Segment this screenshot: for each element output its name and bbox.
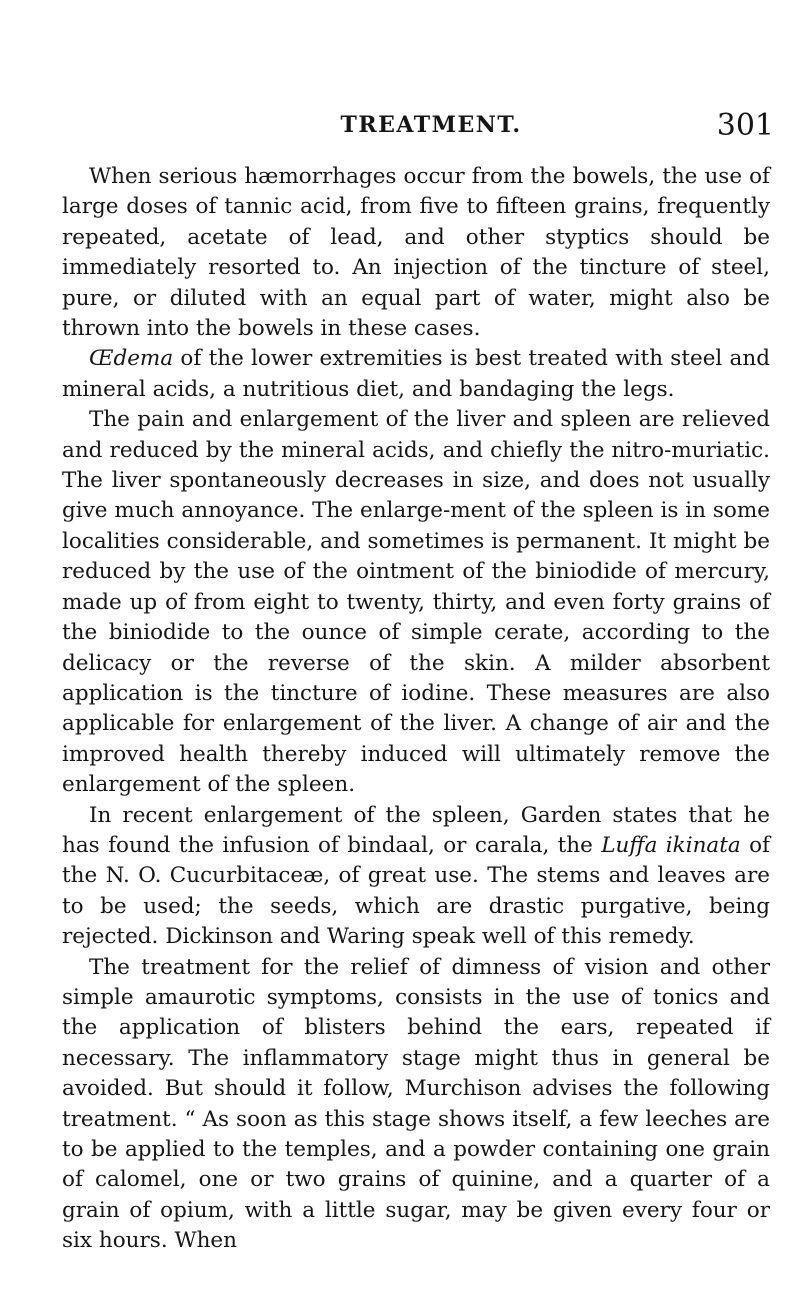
page-number: 301: [716, 108, 774, 143]
paragraph-liver-spleen: The pain and enlargement of the liver and spleen are relieved and reduced by the mineral acids, and chiefly the nitro-muriatic. The liver spontaneously decreases in size, and does not usually give much annoyance. The enlarge-ment of the spleen is in some localities considerable, and sometimes is permanent. It might be reduced by the use of the ointment of the biniodide of mercury, made up of from eight to twenty, thirty, and even forty grains of the biniodide to the ounce of simple cerate, according to the delicacy or the reverse of the skin. A milder absorbent application is the tincture of iodine. These measures are also applicable for enlargement of the liver. A change of air and the improved health thereby induced will ultimately remove the enlargement of the spleen.: [62, 407, 770, 798]
body-text: [62, 162, 770, 1257]
running-title: TREATMENT.: [340, 112, 522, 138]
paragraph-haemorrhages: When serious hæmorrhages occur from the bowels, the use of large doses of tannic acid, from five to fifteen grains, frequently repeated, acetate of lead, and other styptics should be immediately resorted to. An injection of the tincture of steel, pure, or diluted with an equal part of water, might also be thrown into the bowels in these cases.: [62, 164, 770, 342]
paragraph-vision-treatment: The treatment for the relief of dimness of vision and other simple amaurotic symptoms, consists in the use of tonics and the application of blisters behind the ears, repeated if necessary. The inflammatory stage might thus in general be avoided. But should it follow, Murchison advises the following treatment. “ As soon as this stage shows itself, a few leeches are to be applied to the temples, and a powder containing one grain of calomel, one or two grains of quinine, and a quarter of a grain of opium, with a little sugar, may be given every four or six hours. When: [62, 954, 770, 1254]
paragraph-oedema-text: of the lower extremities is best treated with steel and mineral acids, a nutritious diet, and bandaging the legs.: [62, 346, 770, 402]
paragraph-recent-enlargement-text-start: In recent enlargement of the spleen, Garden states that he has found the infusion of bindaal, or carala, the: [62, 802, 770, 858]
italic-term-oedema: Œdema: [89, 346, 174, 372]
paragraph-recent-enlargement-text-end: of the N. O. Cucurbitaceæ, of great use. The stems and leaves are to be used; the seeds, which are drastic purgative, being rejected. Dickinson and Waring speak well of this remedy.: [62, 832, 770, 950]
running-head: [62, 108, 774, 148]
paragraph-recent-enlargement: [62, 801, 770, 953]
italic-term-luffa: Luffa ikinata: [601, 832, 741, 858]
paragraph-oedema: [62, 344, 770, 405]
